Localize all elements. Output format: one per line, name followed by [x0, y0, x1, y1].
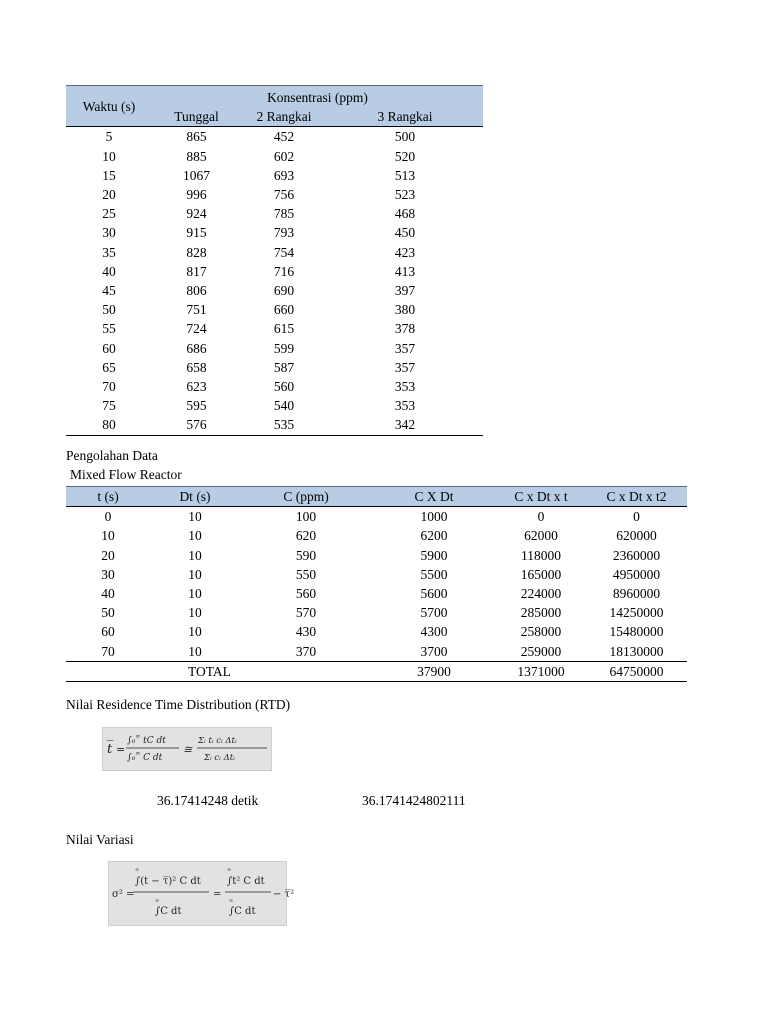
cell-waktu: 50 — [102, 302, 116, 318]
cell-dt: 10 — [188, 624, 202, 640]
cell-c: 590 — [295, 547, 317, 563]
cell-2-rangkai: 754 — [273, 244, 295, 260]
cell-tunggal: 828 — [186, 244, 207, 260]
svg-text:∞: ∞ — [135, 867, 140, 873]
cell-waktu: 60 — [102, 340, 116, 356]
cell-dt: 10 — [188, 605, 202, 621]
cell-2-rangkai: 602 — [273, 148, 295, 164]
cell-tunggal: 724 — [186, 321, 207, 337]
cell-c: 560 — [295, 586, 317, 602]
cell-dt: 10 — [188, 586, 202, 602]
total-c-x-dt: 37900 — [372, 661, 496, 681]
cell-dt: 10 — [188, 528, 202, 544]
cell-dt: 10 — [150, 642, 240, 662]
cell-tunggal: 885 — [186, 148, 207, 164]
svg-text:=: = — [213, 889, 222, 900]
cell-t: 0 — [104, 509, 112, 525]
cell-3-rangkai: 468 — [394, 206, 416, 222]
cell-2-rangkai: 540 — [273, 398, 295, 414]
cell-tunggal: 915 — [186, 225, 207, 241]
cell-2-rangkai: 452 — [273, 129, 295, 145]
cell-t: 70 — [66, 642, 150, 662]
cell-2-rangkai: 535 — [241, 415, 327, 435]
table-row — [66, 262, 483, 281]
cell-3-rangkai: 342 — [327, 415, 483, 435]
cell-3-rangkai: 397 — [394, 283, 416, 299]
section-pengolahan-data: Pengolahan Data — [66, 448, 158, 463]
cell-t: 10 — [101, 528, 115, 544]
table-row — [66, 223, 483, 242]
cell-dt: 10 — [188, 547, 202, 563]
cell-3-rangkai: 380 — [394, 302, 416, 318]
cell-c-x-dt-x-t: 285000 — [520, 605, 562, 621]
cell-tunggal: 623 — [186, 379, 207, 395]
cell-c-x-dt: 6200 — [420, 528, 448, 544]
cell-c-x-dt: 5900 — [420, 547, 448, 563]
svg-text:Σᵢ cᵢ Δtᵢ: Σᵢ cᵢ Δtᵢ — [204, 753, 235, 763]
rtd-title: Nilai Residence Time Distribution (RTD) — [66, 697, 291, 712]
cell-waktu: 15 — [102, 167, 116, 183]
cell-tunggal: 865 — [186, 129, 207, 145]
cell-c-x-dt-x-t: 165000 — [520, 566, 562, 582]
cell-waktu: 20 — [102, 187, 116, 203]
cell-2-rangkai: 693 — [273, 167, 295, 183]
cell-c-x-dt: 1000 — [420, 509, 448, 525]
cell-tunggal: 996 — [186, 187, 207, 203]
cell-3-rangkai: 423 — [394, 244, 416, 260]
table-row — [66, 204, 483, 223]
cell-2-rangkai: 587 — [273, 359, 295, 375]
cell-3-rangkai: 353 — [394, 398, 416, 414]
cell-c: 570 — [295, 605, 317, 621]
cell-c-x-dt-x-t2: 2360000 — [612, 547, 661, 563]
total-label: TOTAL — [150, 661, 372, 681]
cell-2-rangkai: 599 — [273, 340, 295, 356]
total-row — [66, 661, 687, 681]
subheader-tunggal: Tunggal — [152, 107, 241, 127]
variasi-title: Nilai Variasi — [66, 832, 134, 847]
cell-c-x-dt-x-t: 259000 — [496, 642, 586, 662]
table-row — [66, 339, 483, 358]
cell-c: 550 — [295, 566, 317, 582]
cell-3-rangkai: 513 — [394, 167, 416, 183]
cell-c-x-dt-x-t: 258000 — [520, 624, 562, 640]
cell-c: 370 — [240, 642, 372, 662]
header-c-x-dt-x-t: C x Dt x t — [496, 487, 586, 507]
cell-waktu: 45 — [102, 283, 116, 299]
cell-waktu: 10 — [102, 148, 116, 164]
cell-waktu: 25 — [102, 206, 116, 222]
cell-c-x-dt-x-t2: 620000 — [616, 528, 657, 544]
total-c-x-dt-x-t: 1371000 — [496, 661, 586, 681]
waktu-header: Waktu (s) — [66, 86, 152, 127]
cell-t: 30 — [101, 566, 115, 582]
header-t: t (s) — [66, 487, 150, 507]
svg-text:∞: ∞ — [155, 898, 160, 904]
table-row — [66, 642, 687, 662]
table-row — [66, 396, 483, 415]
cell-tunggal: 658 — [186, 359, 207, 375]
cell-tunggal: 1067 — [183, 167, 210, 183]
concentration-table — [66, 85, 483, 436]
cell-3-rangkai: 353 — [394, 379, 416, 395]
cell-c-x-dt-x-t2: 15480000 — [609, 624, 664, 640]
table-row — [66, 127, 483, 147]
rtd-formula-graphic — [103, 728, 271, 770]
table-row — [66, 565, 687, 584]
cell-c-x-dt: 4300 — [420, 624, 448, 640]
cell-waktu: 40 — [102, 263, 116, 279]
table-row — [66, 319, 483, 338]
cell-t: 20 — [101, 547, 115, 563]
table-row — [66, 243, 483, 262]
table-row — [66, 603, 687, 622]
cell-t: 60 — [101, 624, 115, 640]
concentration-table-body — [66, 127, 483, 435]
cell-tunggal: 576 — [152, 415, 241, 435]
table-row — [66, 358, 483, 377]
cell-c-x-dt-x-t2: 18130000 — [586, 642, 687, 662]
cell-waktu: 55 — [102, 321, 116, 337]
cell-c: 620 — [295, 528, 317, 544]
cell-2-rangkai: 716 — [273, 263, 295, 279]
cell-c-x-dt: 5700 — [420, 605, 448, 621]
table-row — [66, 622, 687, 641]
table-row — [66, 526, 687, 545]
cell-tunggal: 595 — [186, 398, 207, 414]
subheader-3-rangkai: 3 Rangkai — [327, 107, 483, 127]
table-row — [66, 415, 483, 435]
cell-2-rangkai: 793 — [273, 225, 295, 241]
svg-text:∞: ∞ — [227, 867, 232, 873]
table-row — [66, 147, 483, 166]
table-row — [66, 281, 483, 300]
table-row — [66, 377, 483, 396]
cell-3-rangkai: 378 — [394, 321, 416, 337]
cell-tunggal: 817 — [186, 263, 207, 279]
cell-3-rangkai: 413 — [394, 263, 416, 279]
cell-c-x-dt-x-t: 118000 — [521, 547, 561, 563]
table-row — [66, 584, 687, 603]
cell-2-rangkai: 615 — [273, 321, 295, 337]
cell-3-rangkai: 357 — [394, 359, 416, 375]
variance-formula-image — [108, 861, 295, 926]
svg-text:− τ̅²: − τ̅² — [273, 889, 295, 900]
header-dt: Dt (s) — [150, 487, 240, 507]
cell-2-rangkai: 690 — [273, 283, 295, 299]
cell-waktu: 80 — [66, 415, 152, 435]
cell-waktu: 65 — [102, 359, 116, 375]
svg-text:∞: ∞ — [229, 898, 234, 904]
svg-text:∫C dt: ∫C dt — [155, 906, 182, 917]
cell-c-x-dt-x-t2: 4950000 — [612, 566, 661, 582]
cell-2-rangkai: 756 — [273, 187, 295, 203]
cell-c-x-dt-x-t: 0 — [537, 509, 545, 525]
svg-text:σ² =: σ² = — [112, 889, 135, 900]
rtd-value-detik: 36.17414248 detik — [157, 793, 259, 808]
cell-c-x-dt: 5500 — [420, 566, 448, 582]
svg-text:Σᵢ tᵢ cᵢ Δtᵢ: Σᵢ tᵢ cᵢ Δtᵢ — [198, 736, 237, 746]
cell-c-x-dt-x-t2: 0 — [633, 509, 640, 525]
cell-3-rangkai: 523 — [394, 187, 416, 203]
header-c-x-dt-x-t2: C x Dt x t2 — [586, 487, 687, 507]
header-c-x-dt: C X Dt — [372, 487, 496, 507]
svg-text:∫₀∞ C dt: ∫₀∞ C dt — [127, 750, 163, 763]
header-c: C (ppm) — [240, 487, 372, 507]
cell-waktu: 5 — [105, 129, 113, 145]
cell-c-x-dt-x-t: 224000 — [520, 586, 562, 602]
mfr-table-body — [66, 507, 687, 662]
mfr-table — [66, 486, 687, 682]
cell-waktu: 35 — [102, 244, 116, 260]
cell-3-rangkai: 520 — [394, 148, 416, 164]
table-row — [66, 507, 687, 527]
cell-c: 430 — [295, 624, 317, 640]
svg-text:∫t² C dt: ∫t² C dt — [227, 876, 265, 887]
cell-c: 100 — [295, 509, 317, 525]
cell-dt: 10 — [188, 566, 202, 582]
variance-formula-graphic — [109, 862, 295, 925]
konsentrasi-header: Konsentrasi (ppm) — [152, 86, 483, 108]
cell-2-rangkai: 660 — [273, 302, 295, 318]
cell-t: 50 — [101, 605, 115, 621]
total-c-x-dt-x-t2: 64750000 — [586, 661, 687, 681]
table-row — [66, 300, 483, 319]
table-row — [66, 166, 483, 185]
cell-c-x-dt-x-t: 62000 — [524, 528, 558, 544]
cell-tunggal: 924 — [186, 206, 207, 222]
cell-tunggal: 686 — [186, 340, 207, 356]
cell-2-rangkai: 785 — [273, 206, 295, 222]
section-mixed-flow-reactor: Mixed Flow Reactor — [70, 467, 182, 482]
cell-c-x-dt: 3700 — [372, 642, 496, 662]
svg-text:∫₀∞ tC dt: ∫₀∞ tC dt — [127, 733, 166, 746]
subheader-2-rangkai: 2 Rangkai — [241, 107, 327, 127]
cell-tunggal: 751 — [186, 302, 207, 318]
rtd-formula-image — [102, 727, 272, 771]
cell-waktu: 30 — [102, 225, 116, 241]
cell-t: 40 — [101, 586, 115, 602]
cell-3-rangkai: 500 — [394, 129, 416, 145]
cell-2-rangkai: 560 — [273, 379, 295, 395]
svg-text:t̅: t̅ — [107, 742, 113, 757]
cell-dt: 10 — [188, 509, 202, 525]
cell-c-x-dt: 5600 — [420, 586, 448, 602]
cell-c-x-dt-x-t2: 14250000 — [609, 605, 664, 621]
cell-waktu: 75 — [102, 398, 116, 414]
table-row — [66, 185, 483, 204]
cell-tunggal: 806 — [186, 283, 207, 299]
svg-text:∫C dt: ∫C dt — [229, 906, 256, 917]
cell-3-rangkai: 357 — [394, 340, 416, 356]
cell-3-rangkai: 450 — [394, 225, 416, 241]
svg-text:=: = — [116, 743, 126, 756]
svg-text:∫(t − τ̅)² C dt: ∫(t − τ̅)² C dt — [135, 876, 201, 887]
svg-text:≅: ≅ — [183, 743, 193, 756]
rtd-value-raw: 36.1741424802111 — [362, 793, 466, 808]
table-row — [66, 546, 687, 565]
cell-c-x-dt-x-t2: 8960000 — [612, 586, 661, 602]
cell-waktu: 70 — [102, 379, 116, 395]
